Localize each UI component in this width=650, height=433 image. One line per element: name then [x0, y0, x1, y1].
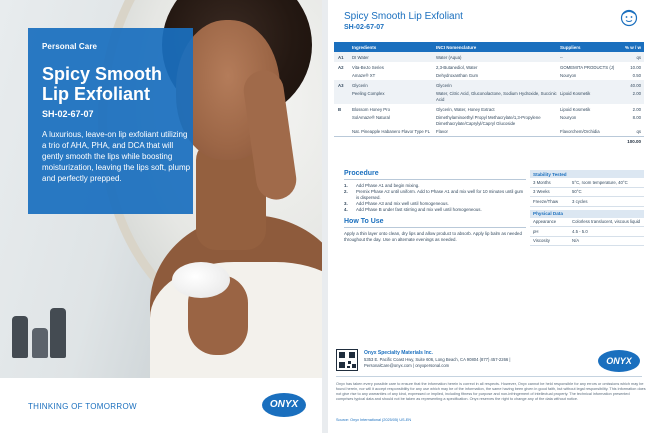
table-cell: Nouryon — [560, 115, 577, 120]
table-cell: Water (Aqua) — [436, 55, 462, 60]
data-key: Freeze/Thaw — [533, 198, 559, 204]
bottle-shape — [32, 328, 48, 358]
bottle-shape — [12, 316, 28, 358]
formula-code: SH-02-67-07 — [42, 109, 94, 119]
page-title: Spicy Smooth Lip Exfoliant — [344, 11, 463, 22]
stability-rows — [530, 178, 644, 207]
ingredient-table — [334, 42, 644, 144]
table-cell: A2 — [338, 65, 344, 70]
table-cell — [334, 91, 350, 103]
table-cell: A1 — [338, 55, 344, 60]
bottle-shape — [50, 308, 66, 358]
qr-code[interactable] — [336, 349, 358, 371]
data-key: Viscosity — [533, 238, 550, 243]
data-row — [530, 178, 644, 188]
table-cell: -- — [560, 55, 563, 60]
face-icon — [620, 9, 638, 27]
procedure-section — [344, 170, 526, 243]
table-cell: qs — [636, 129, 641, 134]
table-cell — [334, 73, 350, 79]
title-line: Lip Exfoliant — [42, 84, 150, 104]
table-cell: Nouryon — [560, 73, 577, 78]
table-cell: SolAmaze® Natural — [352, 115, 390, 120]
procedure-heading: Procedure — [344, 170, 379, 177]
procedure-step — [344, 207, 526, 213]
data-row — [530, 188, 644, 198]
table-cell: GOMEMITA PRODUCTS (J) — [560, 65, 615, 70]
tagline: THINKING OF TOMORROW — [28, 402, 137, 411]
qr-module — [347, 366, 350, 368]
table-cell: Glycerin — [352, 83, 368, 88]
step-text: Add Phase B under fast stirring and mix well until homogeneous. — [356, 207, 482, 212]
table-row — [334, 52, 644, 62]
table-cell: 10.00 — [630, 65, 641, 70]
table-row — [334, 104, 644, 114]
formula-code: SH-02-67-07 — [344, 24, 385, 31]
divider — [336, 376, 642, 377]
intro-panel — [28, 28, 193, 214]
table-body — [334, 52, 644, 136]
stability-heading: Stability Tested — [530, 170, 644, 178]
table-cell: Glycerin, Water, Honey Extract — [436, 107, 495, 112]
procedure-step — [344, 189, 526, 201]
table-row — [334, 128, 644, 136]
step-text: Add Phase A3 and mix well until homogeneous. — [356, 201, 449, 206]
product-description: A luxurious, leave-on lip exfoliant utilizing a trio of AHA, PHA, and DCA that will gently smooth the lips while boosting moisturization, leaving the lips soft, plump and perfectly prepped. — [42, 130, 191, 183]
qr-module — [352, 364, 356, 368]
table-cell: Nat. Pineapple Habanero Flavor Type FL — [352, 129, 431, 134]
divider — [344, 179, 526, 180]
table-cell: Amaze® XT — [352, 73, 376, 78]
company-name: Onyx Specialty Materials Inc. — [364, 350, 433, 356]
data-row — [530, 197, 644, 207]
table-row — [334, 80, 644, 90]
title-line: Spicy Smooth — [42, 64, 163, 84]
table-cell: Flavor — [436, 129, 448, 134]
logo-text: ONYX — [269, 399, 299, 410]
howto-text: Apply a thin layer onto clean, dry lips and allow product to absorb. Apply lip balm as needed throughout the day. Use on alternate evenings as needed. — [344, 231, 522, 242]
table-cell — [334, 129, 350, 135]
data-value: N/A — [572, 238, 580, 243]
data-key: 3 Months — [533, 179, 551, 185]
table-cell: 2.00 — [632, 91, 641, 96]
left-page — [0, 0, 322, 433]
table-cell: Peeling Complex — [352, 91, 385, 96]
table-cell: 2.00 — [632, 107, 641, 112]
step-text: Premix Phase A2 until uniform. Add to Phase A1 and mix well for 10 minutes until gum is dispersed. — [356, 189, 524, 200]
table-cell — [334, 115, 350, 127]
brand-logo — [598, 350, 640, 372]
table-cell: Water, Citric Acid, Gluconolactone, Sodium Hydroxide, Succinic Acid — [436, 91, 557, 102]
data-sidebar — [530, 170, 644, 246]
disclaimer-text: Onyx has taken every possible care to ensure that the information herein is correct in all respects. However, Onyx cannot be held responsible for any errors or omissions which may be found herein, nor will it accept responsibility for any use which may be of the information, the same having been given in good faith, but without legal responsibility. This information does not give rise to any warranties of any kind, expressed or implied, including fitness for purpose and non-infringement of intellectual property. The technical information presented comprises typical data and should not be taken as representing a specification. Onyx reserves the right to change any of the data without notice. — [336, 382, 646, 401]
data-value: 50°C — [572, 189, 582, 194]
brand-logo — [262, 393, 306, 417]
table-row — [334, 114, 644, 128]
data-value: 5°C, room temperature, 40°C — [572, 179, 628, 185]
procedure-list — [344, 183, 526, 213]
source-note: Source: Onyx International (2025/05) US-EN — [336, 418, 412, 422]
header-cell: Ingredients — [352, 44, 377, 50]
data-value: 3 cycles — [572, 198, 588, 204]
table-cell: 0.50 — [632, 73, 641, 78]
data-row — [530, 218, 644, 228]
table-cell: 2,3-Butanediol, Water — [436, 65, 478, 70]
table-cell: Flavorchem/Orchidia — [560, 129, 600, 134]
data-key: Appearance — [533, 219, 557, 224]
table-cell: Lipoid Kosmetik — [560, 107, 591, 112]
company-address: 5353 E. Pacific Coast Hwy, Suite 606, Long Beach, CA 90804 (877) 457-2266 | PersonalCare@onyx.com | onyxpersonal.com — [364, 357, 511, 368]
step-text: Add Phase A1 and begin mixing. — [356, 183, 420, 188]
physical-rows — [530, 218, 644, 247]
logo-text: ONYX — [606, 356, 632, 366]
total-row: 100.00 — [627, 139, 641, 144]
data-value: 4.5 - 5.0 — [572, 228, 588, 234]
table-row — [334, 90, 644, 104]
table-cell: Dimethylaminoethyl Propyl Methacrylate/1,3-Propylene Dimethacrylate/Caprylyl/Capryl Glucoside — [436, 115, 541, 126]
table-cell — [560, 83, 618, 89]
category-label: Personal Care — [42, 42, 98, 51]
data-key: pH — [533, 228, 539, 234]
table-cell: Glycerin — [436, 83, 452, 88]
header-cell: INCI Nomenclature — [436, 44, 477, 50]
data-key: 3 Weeks — [533, 189, 550, 194]
howto-heading: How To Use — [344, 218, 384, 225]
divider — [344, 227, 526, 228]
physical-heading: Physical Data — [530, 210, 644, 218]
product-title — [42, 64, 179, 104]
qr-module — [339, 352, 345, 358]
table-cell: Blossom Honey Pro — [352, 107, 390, 112]
table-cell: 40.00 — [630, 83, 641, 88]
header-cell: Suppliers — [560, 44, 581, 50]
step-number: 3. — [344, 201, 348, 206]
qr-module — [339, 362, 345, 368]
data-row — [530, 227, 644, 237]
table-cell: Lipoid Kosmetik — [560, 91, 591, 96]
table-row — [334, 72, 644, 80]
qr-module — [349, 352, 355, 358]
table-cell: 8.00 — [632, 115, 641, 120]
table-cell: B — [338, 107, 342, 112]
step-number: 1. — [344, 183, 348, 188]
right-page — [328, 0, 650, 433]
header-cell: % w / w — [624, 44, 641, 50]
step-number: 4. — [344, 207, 348, 212]
data-value: Colorless translucent, viscous liquid — [572, 219, 641, 224]
qr-module — [348, 361, 351, 364]
table-cell: A3 — [338, 83, 344, 88]
table-cell: qs — [636, 55, 641, 60]
table-cell: DI Water — [352, 55, 369, 60]
table-cell: Vita-BeJo Series — [352, 65, 384, 70]
table-cell: Dehydroxanthan Gum — [436, 73, 479, 78]
data-row — [530, 237, 644, 247]
step-number: 2. — [344, 189, 348, 194]
jar-shape — [172, 262, 230, 298]
table-header — [334, 42, 644, 52]
table-row — [334, 62, 644, 72]
